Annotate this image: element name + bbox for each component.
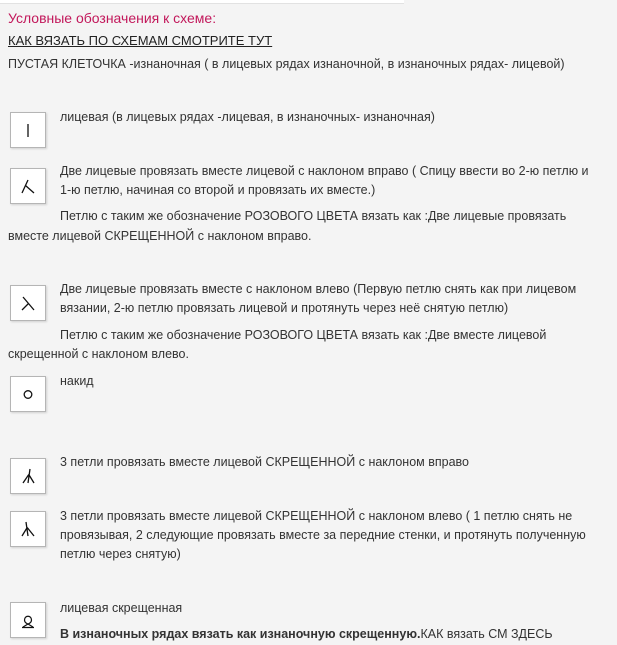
yarn-over-description: накид — [60, 374, 94, 388]
yarn-over-symbol-box — [10, 376, 46, 412]
k2tog-right-line-2: 1-ю петлю, начиная со второй и провязать их вместе.) — [60, 183, 376, 197]
k2tog-left-line-2: вязании, 2-ю петлю провязать лицевой и протянуть через неё снятую петлю) — [60, 301, 509, 315]
k2tog-left-line-1: Две лицевые провязать вместе с наклоном влево (Первую петлю снять как при лицевом — [60, 282, 577, 296]
legend-title: Условные обозначения к схеме: — [8, 10, 217, 26]
twisted-knit-purl-row-note — [60, 625, 553, 645]
empty-cell-description: ПУСТАЯ КЛЕТОЧКА -изнаночная ( в лицевых рядах изнаночной, в изнаночных рядах- лицевой) — [8, 57, 565, 71]
k2tog-left-note-1: Петлю с таким же обозначение РОЗОВОГО ЦВЕТА вязать как :Две вместе лицевой — [60, 328, 547, 342]
k2tog-right-note-2: вместе лицевой СКРЕЩЕННОЙ с наклоном вправо. — [8, 229, 312, 243]
how-to-knit-link[interactable]: КАК ВЯЗАТЬ ПО СХЕМАМ СМОТРИТЕ ТУТ — [8, 33, 273, 48]
k2tog-right-line-1: Две лицевые провязать вместе лицевой с наклоном вправо ( Спицу ввести во 2-ю петлю и — [60, 164, 589, 178]
k3tog-left-symbol-box — [10, 511, 46, 547]
twisted-knit-bold-note: В изнаночных рядах вязать как изнаночную скрещенную. — [60, 627, 421, 641]
top-divider — [0, 0, 404, 4]
decrease-right-icon — [11, 169, 45, 203]
twisted-knit-description: лицевая скрещенная — [60, 601, 183, 615]
twisted-knit-symbol-box — [10, 602, 46, 638]
twisted-knit-how-to-link[interactable]: КАК вязать СМ ЗДЕСЬ — [420, 627, 553, 641]
vertical-bar-icon — [11, 113, 45, 147]
k3tog-right-symbol-box — [10, 458, 46, 494]
yarn-over-circle-icon — [11, 377, 45, 411]
twisted-knit-icon — [11, 603, 45, 637]
k3tog-right-description: 3 петли провязать вместе лицевой СКРЕЩЕННОЙ с наклоном вправо — [60, 455, 469, 469]
triple-decrease-right-icon — [11, 459, 45, 493]
decrease-left-icon — [11, 286, 45, 320]
k3tog-left-line-2: провязывая, 2 следующие провязать вместе за передние стенки, и протянуть полученную — [60, 528, 586, 542]
triple-decrease-left-icon — [11, 512, 45, 546]
k2tog-left-symbol-box — [10, 285, 46, 321]
k2tog-right-symbol-box — [10, 168, 46, 204]
k3tog-left-line-3: петлю через снятую) — [60, 547, 181, 561]
k2tog-right-note-1: Петлю с таким же обозначение РОЗОВОГО ЦВЕТА вязать как :Две лицевые провязать — [60, 209, 567, 223]
knit-description: лицевая (в лицевых рядах -лицевая, в изнаночных- изнаночная) — [60, 110, 435, 124]
k3tog-left-line-1: 3 петли провязать вместе лицевой СКРЕЩЕННОЙ с наклоном влево ( 1 петлю снять не — [60, 509, 573, 523]
knit-symbol-box — [10, 112, 46, 148]
k2tog-left-note-2: скрещенной с наклоном влево. — [8, 347, 189, 361]
